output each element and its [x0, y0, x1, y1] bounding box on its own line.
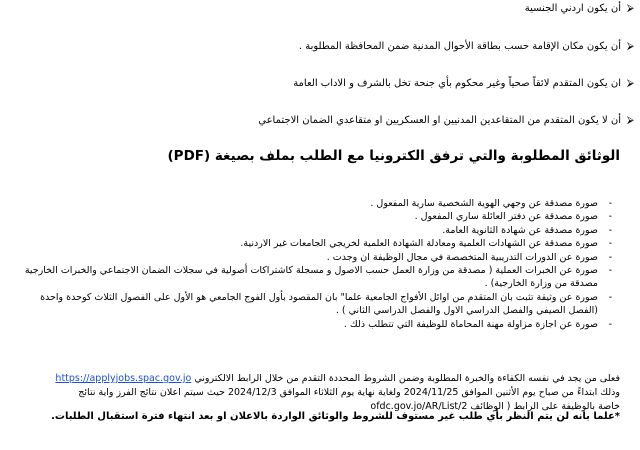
- bullet-icon: -: [608, 198, 612, 209]
- list-item: - صورة مصدقة عن الشهادات العلمية ومعادلة الشهادة العلمية لخريجي الجامعات غير الاردنية.: [240, 238, 612, 250]
- list-item: - صورة عن الخبرات العملية ( مصدقة من وزارة العمل حسب الاصول و مسجلة كاشتراكات أصولية في سجلات الضمان الاجتماعي والخبرات الخارجية مصدقة من وزارة الخارجية) .: [24, 265, 612, 290]
- apply-link[interactable]: https://applyjobs.spac.gov.jo: [55, 373, 192, 384]
- checkbox-arrow-icon: ⮚: [626, 41, 634, 52]
- documents-list: [20, 197, 620, 331]
- bullet-icon: -: [608, 238, 612, 250]
- checkbox-arrow-icon: ⮚: [626, 3, 634, 14]
- list-item: - صورة مصدقة عن وجهي الهوية الشخصية سارية المفعول .: [370, 198, 612, 209]
- note-line-3: خاصة بالوظيفة على الرابط ( الوظائف ofdc.gov.jo/AR/List/2: [370, 401, 620, 412]
- final-note: *علما بانه لن يتم النظر بأي طلب غير مستوف للشروط والوثائق الواردة بالاعلان او بعد انتهاء فترة استقبال الطلبات.: [51, 411, 620, 422]
- note-line-1: فعلى من يجد في نفسه الكفاءة والخبرة المطلوبة وضمن الشروط المحددة التقدم من خلال الرابط الالكتروني https://applyjobs.spac.gov.jo: [55, 373, 620, 384]
- condition-text: ان يكون المتقدم لائقاً صحياً وغير محكوم بأي جنحة تخل بالشرف و الاداب العامة: [293, 78, 621, 89]
- bullet-icon: -: [608, 251, 612, 263]
- checkbox-arrow-icon: ⮚: [626, 115, 634, 126]
- list-item: - صورة مصدقة عن دفتر العائلة ساري المفعول .: [414, 211, 612, 223]
- list-item: - صورة عن الدورات التدريبية المتخصصة في مجال الوظيفة ان وجدت .: [326, 251, 612, 263]
- list-item: - صورة عن وثيقة تثبت بان المتقدم من اوائل الأفواج الجامعية علما" بان المقصود بأول الفوج الجامعي هو الأول على الفصول الثلاث كوحدة واحدة (الفصل الصيفي والفصل الدراسي الاول والفصل الدراسي الثاني ) .: [40, 291, 612, 317]
- condition-text: أن لا يكون المتقدم من المتقاعدين المدنيين او العسكريين او متقاعدي الضمان الاجتماعي: [258, 115, 621, 126]
- bullet-icon: -: [608, 291, 612, 303]
- bullet-icon: -: [608, 265, 612, 277]
- list-item: - صورة عن اجازة مزاولة مهنة المحاماة للوظيفة التي تتطلب ذلك .: [343, 318, 612, 330]
- condition-item: [14, 40, 634, 54]
- condition-item: [14, 114, 634, 128]
- bullet-icon: -: [608, 318, 612, 330]
- results-link[interactable]: ofdc.gov.jo/AR/List/2: [370, 401, 468, 412]
- condition-text: أن يكون مكان الإقامة حسب بطاقة الأحوال المدنية ضمن المحافظة المطلوبة .: [298, 41, 621, 52]
- condition-item: [14, 2, 634, 16]
- condition-text: أن يكون اردني الجنسية: [524, 3, 621, 14]
- checkbox-arrow-icon: ⮚: [626, 78, 634, 89]
- application-note: [20, 372, 620, 414]
- documents-heading: الوثائق المطلوبة والتي ترفق الكترونيا مع الطلب بملف بصيغة (PDF): [167, 148, 620, 164]
- bullet-icon: -: [608, 224, 612, 236]
- condition-item: [14, 77, 634, 91]
- list-item: - صورة مصدقة عن شهادة الثانوية العامة.: [442, 224, 612, 236]
- bullet-icon: -: [608, 211, 612, 223]
- note-line-2: وذلك ابتداءً من صباح يوم الأثنين الموافق 2024/11/25 ولغاية نهاية يوم الثلاثاء الموافق 2024/12/3 حيث سيتم اعلان نتائج الفرز واية نتائج: [78, 387, 620, 398]
